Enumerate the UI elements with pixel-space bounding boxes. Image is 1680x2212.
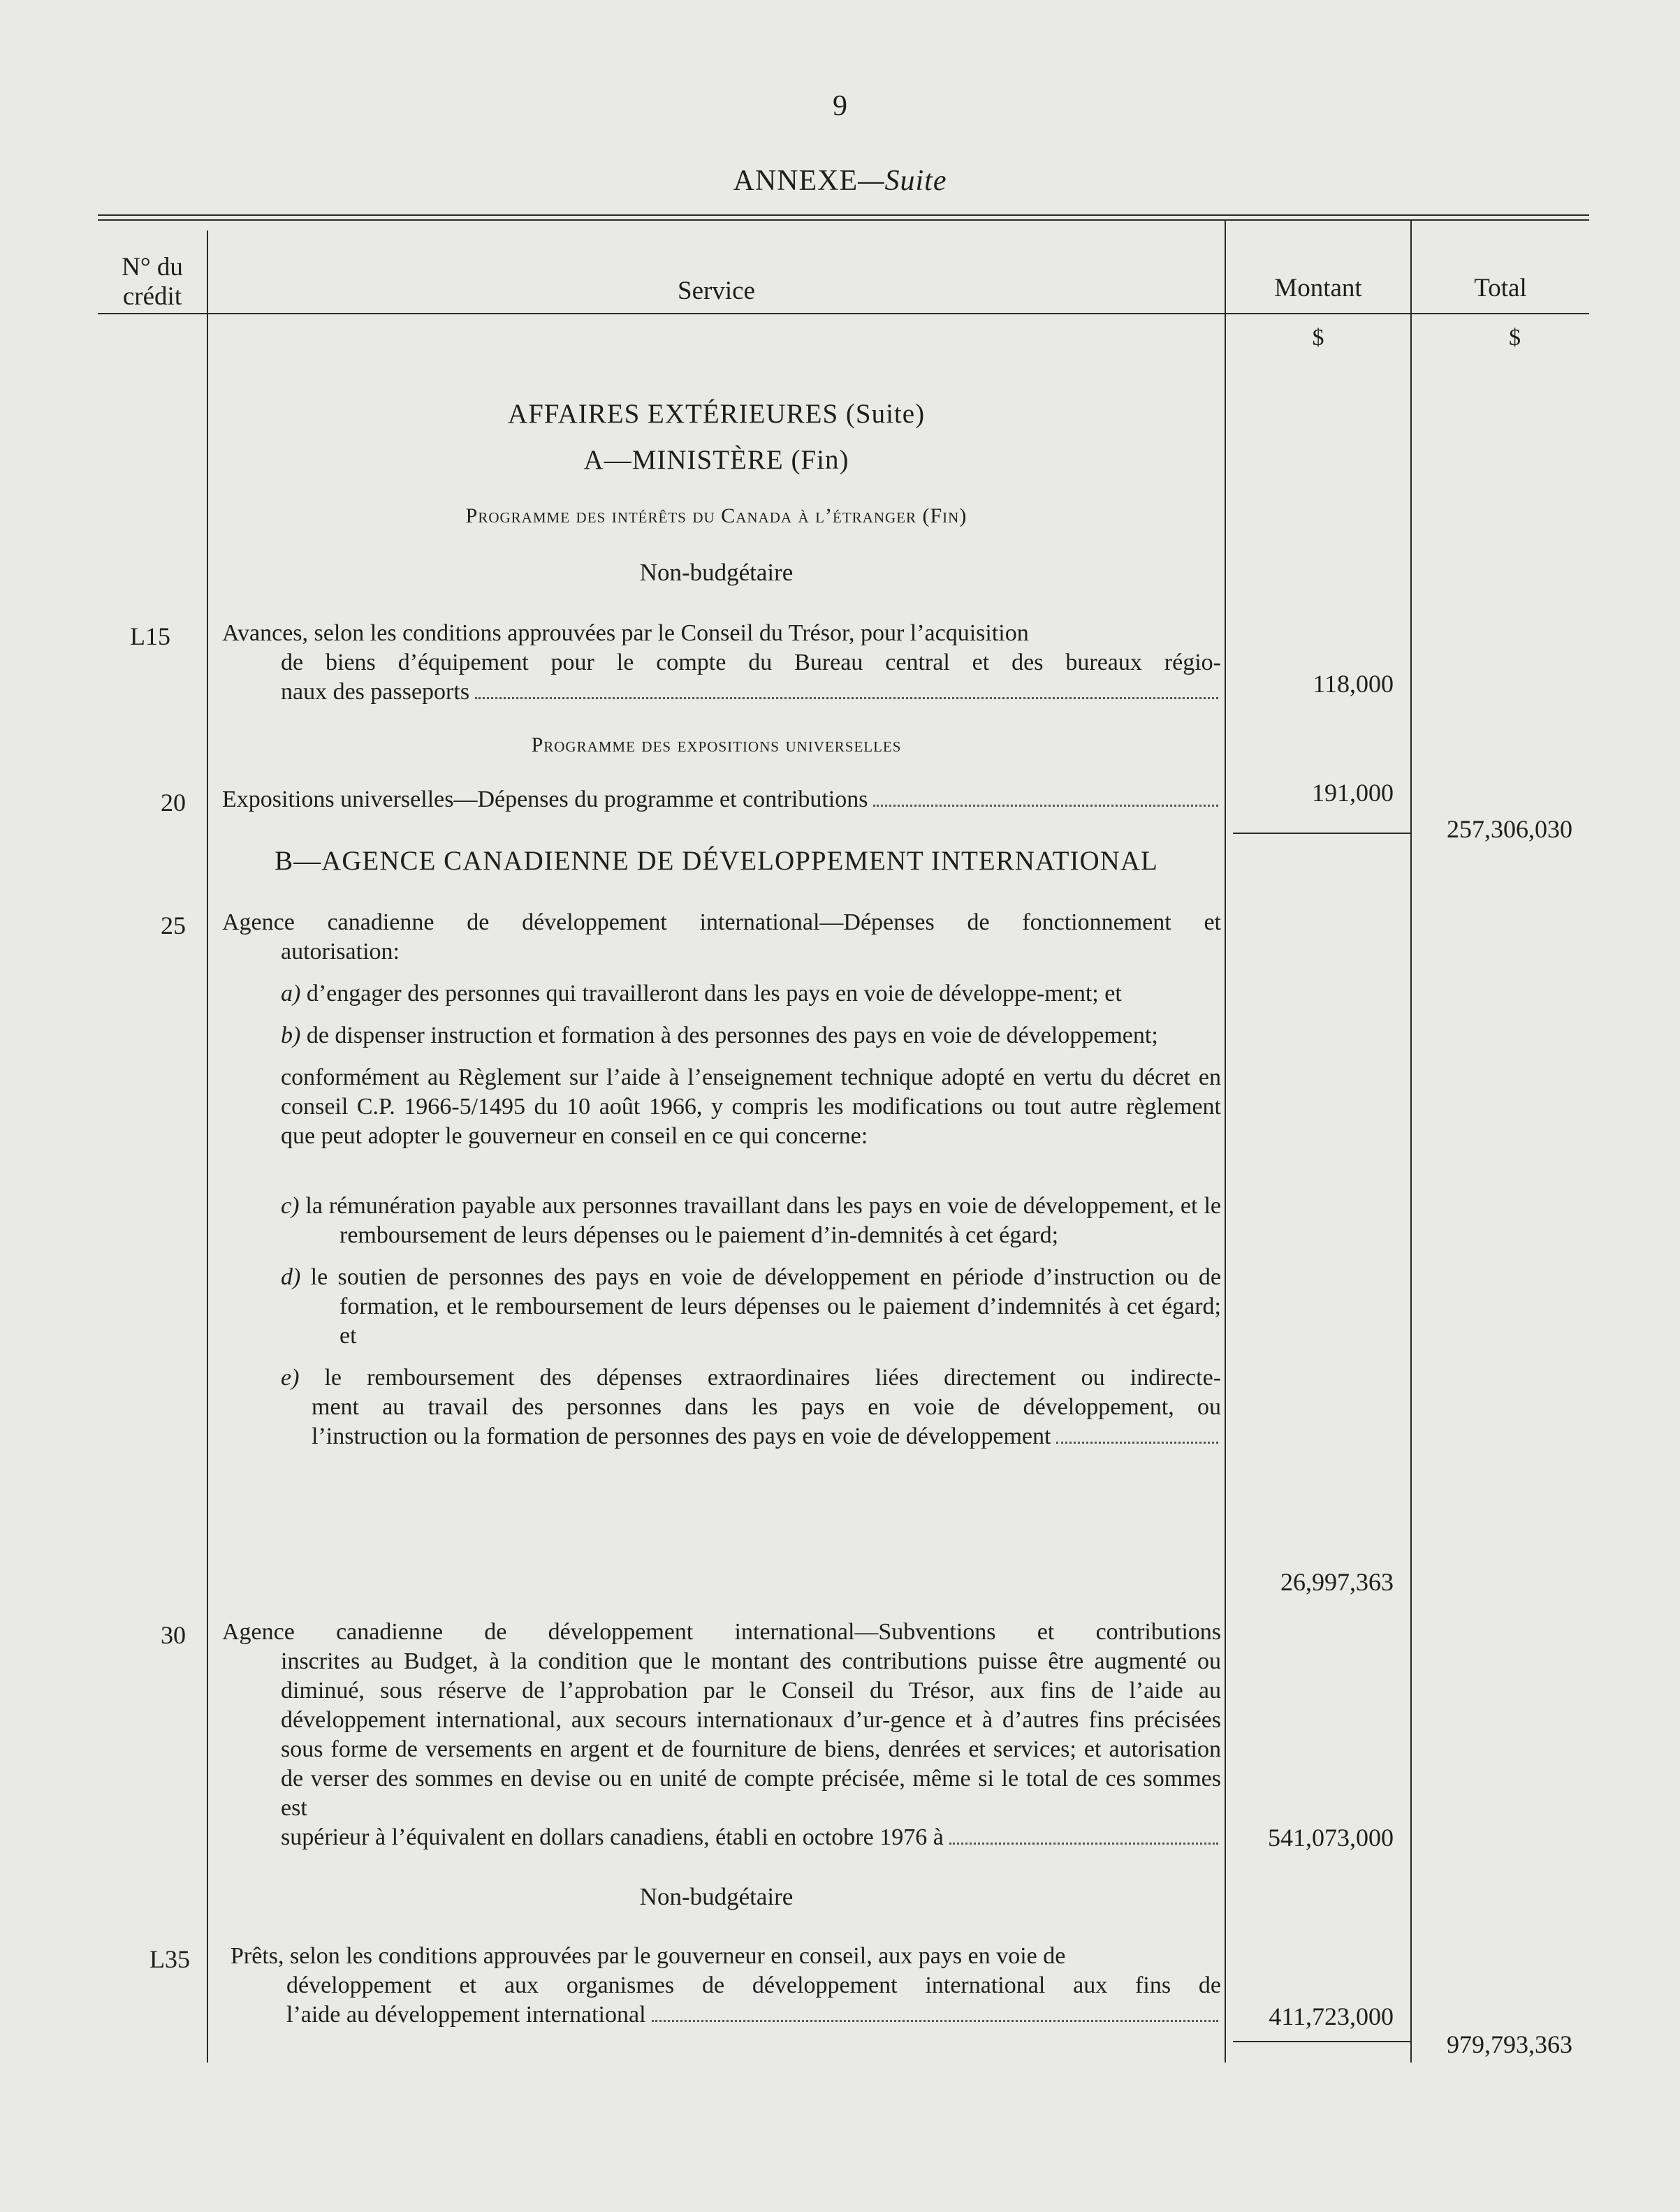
item-30-text: [222, 1618, 1221, 1852]
section-a-heading: A—MINISTÈRE (Fin): [583, 445, 849, 475]
item-L35-line2: développement et aux organismes de développement international aux fins de: [286, 1972, 1221, 1998]
item-L15-line3: naux des passeports: [281, 679, 470, 705]
program-heading-passports: Programme des intérêts du Canada à l’étranger (Fin): [465, 504, 967, 527]
annex-title-main: ANNEXE: [733, 165, 859, 197]
item-20-row: [222, 785, 1221, 814]
item-25-clause-b: [222, 1021, 1221, 1050]
item-30-last-row: [222, 1823, 1221, 1852]
clause-c-text: la rémunération payable aux personnes travaillant dans les pays en voie de développement, et le remboursement de leurs dépenses ou le paiement d’in-demnités à cet égard;: [305, 1193, 1221, 1248]
leader-dots: [1056, 1442, 1218, 1444]
item-25-clause-a: [222, 979, 1221, 1009]
column-divider-total: [1410, 219, 1412, 2063]
header-credit-line2: crédit: [122, 282, 182, 311]
annex-title-suffix: —Suite: [858, 165, 947, 197]
clause-e-line1-row: [281, 1363, 1221, 1393]
clause-e-line1: le remboursement des dépenses extraordinaires liées directement ou indirecte-: [324, 1365, 1221, 1391]
annex-title: [0, 164, 1680, 198]
currency-total: $: [1509, 325, 1521, 351]
item-20-text: Expositions universelles—Dépenses du programme et contributions: [222, 786, 868, 812]
item-L35-line3: l’aide au développement international: [286, 2002, 646, 2028]
item-25-conformity: conformément au Règlement sur l’aide à l’enseignement technique adopté en vertu du décret en conseil C.P. 1966-5/1495 du 10 août 1966, y compris les modifications ou tout autre règlement que peut adopter le gouverneur en conseil en ce qui concerne:: [281, 1064, 1221, 1149]
program-heading-exhibitions: Programme des expositions universelles: [531, 733, 902, 756]
leader-dots: [475, 697, 1218, 699]
item-25-clause-c: [222, 1192, 1221, 1250]
clause-a-text: d’engager des personnes qui travailleront dans les pays en voie de développe-ment; et: [306, 981, 1122, 1006]
item-30-body: inscrites au Budget, à la condition que le montant des contributions puisse être augmenté ou diminué, sous réserve de l’approbation par le Conseil du Trésor, aux fins de l’aide au développement international, aux secours internationaux d’ur-gence et à d’autres fins précisées sous forme de versements en argent et de fourniture de biens, denrées et services; et autorisation de verser des sommes en devise ou en unité de compte précisée, même si le total de ces sommes est: [281, 1648, 1221, 1821]
section-b-heading: B—AGENCE CANADIENNE DE DÉVELOPPEMENT INTERNATIONAL: [275, 846, 1158, 876]
amount-L15: 118,000: [1313, 670, 1394, 698]
header-amount: Montant: [1274, 274, 1362, 302]
header-bottom-rule: [98, 313, 1589, 314]
item-25-clause-d: [222, 1263, 1221, 1351]
leader-dots: [652, 2020, 1218, 2022]
amount-30: 541,073,000: [1268, 1824, 1394, 1852]
item-30-line1: Agence canadienne de développement international—Subventions et contributions: [222, 1619, 1221, 1645]
item-25-clause-e: [222, 1363, 1221, 1451]
page-number: 9: [833, 90, 847, 122]
department-heading: AFFAIRES EXTÉRIEURES (Suite): [507, 399, 926, 429]
credit-number-25: 25: [161, 911, 186, 939]
clause-e-line3-row: [281, 1422, 1221, 1451]
item-L15-text: [222, 619, 1221, 707]
item-25-line2: autorisation:: [281, 939, 400, 965]
item-30-last: supérieur à l’équivalent en dollars canadiens, établi en octobre 1976 à: [281, 1824, 944, 1850]
leader-dots: [949, 1843, 1218, 1845]
amount-L35: 411,723,000: [1269, 2002, 1394, 2030]
clause-e-label: e): [281, 1365, 300, 1391]
total-section-b: 979,793,363: [1447, 2030, 1572, 2058]
item-L15-line1: Avances, selon les conditions approuvées par le Conseil du Trésor, pour l’acquisition: [222, 620, 1029, 646]
item-L35-line1: Prêts, selon les conditions approuvées par le gouverneur en conseil, aux pays en voie de: [231, 1943, 1066, 1969]
clause-e-line3: l’instruction ou la formation de personnes des pays en voie de développement: [312, 1423, 1051, 1449]
clause-d-text: le soutien de personnes des pays en voie de développement en période d’instruction ou de formation, et le remboursement de leurs dépenses ou le paiement d’indemnités à cet égard; et: [310, 1264, 1221, 1349]
item-L35-text: [231, 1942, 1221, 2030]
item-L15-line3-row: [222, 677, 1221, 707]
header-service: Service: [678, 277, 755, 305]
clause-d-label: d): [281, 1264, 301, 1290]
credit-number-L35: L35: [149, 1945, 190, 1973]
item-25-line1: Agence canadienne de développement international—Dépenses de fonctionnement et: [222, 909, 1221, 935]
column-divider-amount: [1225, 219, 1226, 2063]
item-L15-line2: de biens d’équipement pour le compte du Bureau central et des bureaux régio-: [281, 650, 1221, 675]
total-section-a: 257,306,030: [1447, 815, 1572, 843]
non-budgetary-heading-2: Non-budgétaire: [639, 1883, 794, 1910]
subtotal-rule-b: [1233, 2041, 1410, 2042]
clause-b-label: b): [281, 1023, 301, 1048]
credit-number-30: 30: [161, 1621, 186, 1649]
credit-number-L15: L15: [130, 622, 170, 650]
header-credit-number: [98, 253, 207, 312]
credit-number-20: 20: [161, 789, 186, 816]
subtotal-rule-a: [1233, 833, 1410, 834]
non-budgetary-heading-1: Non-budgétaire: [639, 559, 794, 586]
amount-25: 26,997,363: [1280, 1568, 1394, 1596]
header-total: Total: [1474, 274, 1527, 302]
item-25-text: [222, 908, 1221, 1451]
clause-a-label: a): [281, 981, 301, 1006]
header-credit-line1: N° du: [122, 253, 183, 281]
table-top-rule-2: [98, 219, 1589, 221]
clause-c-label: c): [281, 1193, 300, 1219]
leader-dots: [873, 805, 1218, 807]
amount-20: 191,000: [1312, 779, 1394, 807]
item-L35-line3-row: [231, 2000, 1221, 2030]
clause-e-line2: ment au travail des personnes dans les pays en voie de développement, ou: [312, 1394, 1221, 1420]
table-top-rule: [98, 214, 1589, 216]
clause-b-text: de dispenser instruction et formation à des personnes des pays en voie de développement;: [306, 1023, 1158, 1048]
currency-amount: $: [1312, 325, 1324, 351]
